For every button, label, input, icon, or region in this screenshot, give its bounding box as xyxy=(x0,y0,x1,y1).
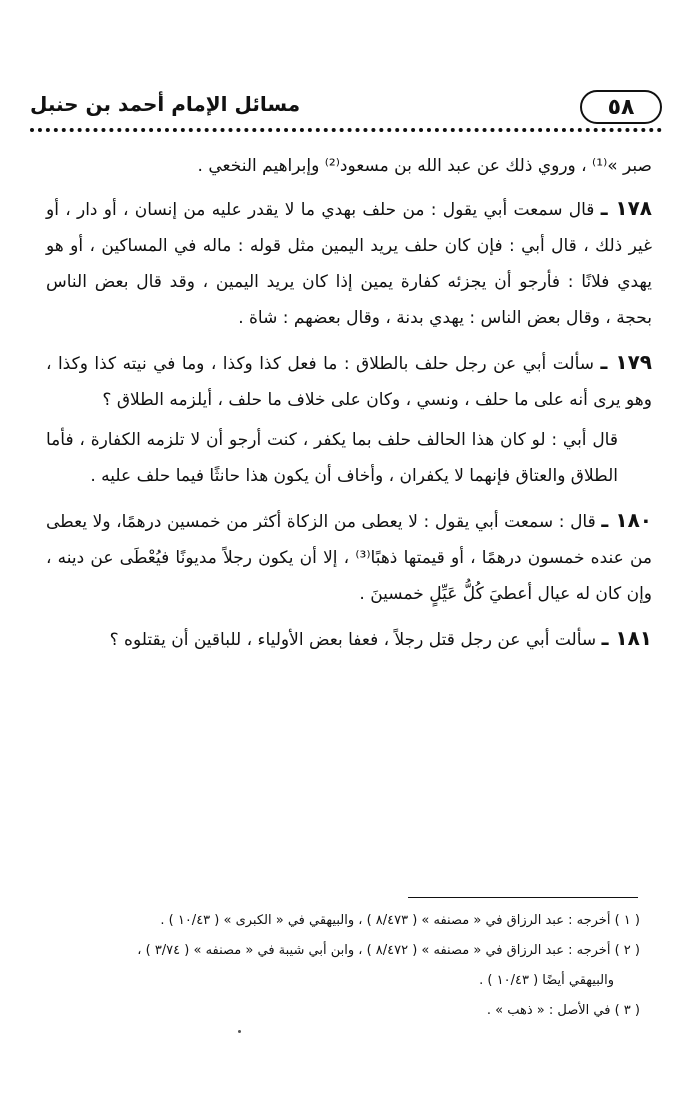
issue-181 xyxy=(46,620,652,658)
issue-number: ١٧٩ ـ xyxy=(600,350,652,374)
issue-179 xyxy=(46,344,652,494)
issue-number: ١٧٨ ـ xyxy=(600,196,652,220)
footnote-1: ( ١ ) أخرجه : عبد الرزاق في « مصنفه » ( ٨/٤٧٣ ) ، والبيهقي في « الكبرى » ( ١٠/٤٣ ) . xyxy=(160,913,640,928)
book-title: مسائل الإمام أحمد بن حنبل xyxy=(30,92,301,116)
page-header xyxy=(30,88,662,134)
stray-dot xyxy=(238,1030,241,1033)
footnotes xyxy=(40,906,640,1026)
issue-178 xyxy=(46,190,652,336)
issue-text: سألت أبي عن رجل قتل رجلاً ، فعفا بعض الأولياء ، للباقين أن يقتلوه ؟ xyxy=(109,630,597,650)
footnote-divider xyxy=(408,897,638,898)
issue-180 xyxy=(46,502,652,612)
header-divider xyxy=(30,128,662,132)
issue-text: قال : سمعت أبي يقول : لا يعطى من الزكاة أكثر من خمسين درهمًا، ولا يعطى من عنده خمسون درهمًا ، أو قيمتها ذهبًا⁽³⁾ ، إلا أن يكون رجلاً مديونًا فيُعْطَى عن دينه ، وإن كان له عيال أعطيَ كُلُّ عَيِّلٍ خمسينَ . xyxy=(46,512,652,604)
main-text xyxy=(46,148,652,666)
page-number-badge: ٥٨ xyxy=(580,90,662,124)
footnote-2-continuation: والبيهقي أيضًا ( ١٠/٤٣ ) . xyxy=(479,973,614,988)
footnote-3: ( ٣ ) في الأصل : « ذهب » . xyxy=(486,1003,640,1018)
issue-text: سألت أبي عن رجل حلف بالطلاق : ما فعل كذا وكذا ، وما في نيته كذا وكذا ، وهو يرى أنه على ما حلف ، ونسي ، وكان على خلاف ما حلف ، أيلزمه الطلاق ؟ xyxy=(46,354,652,410)
footnote-2: ( ٢ ) أخرجه : عبد الرزاق في « مصنفه » ( ٨/٤٧٢ ) ، وابن أبي شيبة في « مصنفه » ( ٣/٧٤ ) ، xyxy=(137,943,640,958)
issue-number: ١٨٠ ـ xyxy=(601,508,652,532)
continuation-paragraph: صبر »⁽¹⁾ ، وروي ذلك عن عبد الله بن مسعود⁽²⁾ وإبراهيم النخعي . xyxy=(197,156,652,176)
issue-answer: قال أبي : لو كان هذا الحالف حلف بما يكفر ، كنت أرجو أن لا تلزمه الكفارة ، فأما الطلاق والعتاق فإنهما لا يكفران ، وأخاف أن يكون هذا حانثًا فيما حلف عليه . xyxy=(46,430,618,486)
issue-number: ١٨١ ـ xyxy=(601,626,652,650)
issue-text: قال سمعت أبي يقول : من حلف بهدي ما لا يقدر عليه من إنسان ، أو دار ، أو غير ذلك ، قال أبي : فإن كان حلف يريد اليمين مثل قوله : ماله في المساكين ، أو هو يهدي فلانًا : فأرجو أن يجزئه كفارة يمين إذا كان يريد اليمين ، وقد قال بعض الناس بحجة ، وقال بعض الناس : يهدي بدنة ، وقال بعضهم : شاة . xyxy=(46,200,652,328)
